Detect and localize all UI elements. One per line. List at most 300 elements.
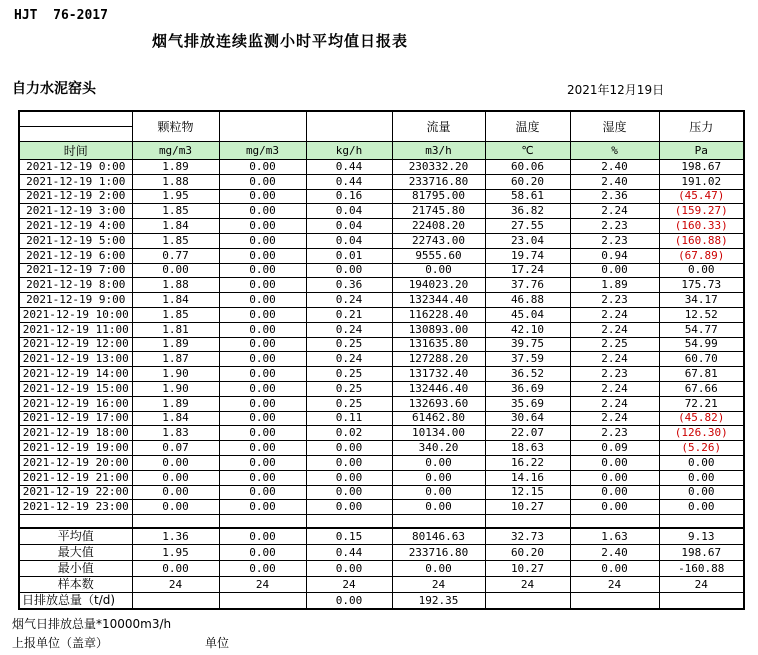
- data-row: [19, 278, 744, 293]
- summary-value-cell: 0.00: [132, 561, 219, 577]
- data-row: [19, 441, 744, 456]
- group-header-row: [19, 111, 744, 142]
- value-cell: (45.82): [659, 411, 744, 426]
- data-row: [19, 293, 744, 308]
- unit-label: 单位: [205, 636, 230, 650]
- value-cell: 2.24: [570, 381, 659, 396]
- spacer-row: [19, 515, 744, 529]
- split-top-cell: [20, 112, 132, 127]
- value-cell: 30.64: [485, 411, 570, 426]
- data-row: [19, 367, 744, 382]
- summary-value-cell: 1.95: [132, 545, 219, 561]
- time-cell: 2021-12-19 2:00: [19, 189, 132, 204]
- value-cell: 230332.20: [392, 160, 485, 175]
- value-cell: (45.47): [659, 189, 744, 204]
- time-header: 时间: [19, 142, 132, 160]
- summary-label: 最大值: [19, 545, 132, 561]
- report-table: [18, 110, 745, 610]
- value-cell: 27.55: [485, 219, 570, 234]
- data-row: [19, 174, 744, 189]
- footer-line: [12, 634, 712, 651]
- time-cell: 2021-12-19 4:00: [19, 219, 132, 234]
- data-row: [19, 485, 744, 500]
- value-cell: 0.00: [570, 470, 659, 485]
- value-cell: 0.00: [219, 263, 306, 278]
- value-cell: 54.77: [659, 322, 744, 337]
- summary-row: [19, 545, 744, 561]
- summary-value-cell: 24: [659, 577, 744, 593]
- unit-cell-mg: mg/m3: [219, 142, 306, 160]
- value-cell: 18.63: [485, 441, 570, 456]
- total-value-cell: [659, 593, 744, 610]
- value-cell: 0.00: [392, 455, 485, 470]
- value-cell: 22408.20: [392, 219, 485, 234]
- report-unit-label: 上报单位（盖章）: [12, 636, 109, 650]
- value-cell: 175.73: [659, 278, 744, 293]
- value-cell: (159.27): [659, 204, 744, 219]
- value-cell: 72.21: [659, 396, 744, 411]
- value-cell: 0.00: [219, 352, 306, 367]
- value-cell: 1.95: [132, 189, 219, 204]
- value-cell: 2.23: [570, 233, 659, 248]
- summary-value-cell: 24: [132, 577, 219, 593]
- value-cell: 0.44: [306, 160, 392, 175]
- data-row: [19, 189, 744, 204]
- split-bottom-cell: [20, 127, 132, 141]
- value-cell: 0.00: [219, 500, 306, 515]
- time-cell: 2021-12-19 15:00: [19, 381, 132, 396]
- value-cell: 39.75: [485, 337, 570, 352]
- time-cell: 2021-12-19 5:00: [19, 233, 132, 248]
- col-header-pressure: 压力: [659, 111, 744, 142]
- time-cell: 2021-12-19 18:00: [19, 426, 132, 441]
- value-cell: 2.24: [570, 396, 659, 411]
- value-cell: 2.40: [570, 174, 659, 189]
- summary-value-cell: 24: [392, 577, 485, 593]
- spacer-cell: [219, 515, 306, 529]
- summary-value-cell: 1.63: [570, 528, 659, 545]
- value-cell: 0.00: [219, 411, 306, 426]
- data-row: [19, 396, 744, 411]
- value-cell: 0.00: [219, 381, 306, 396]
- value-cell: 2.23: [570, 367, 659, 382]
- value-cell: 1.81: [132, 322, 219, 337]
- time-cell: 2021-12-19 10:00: [19, 307, 132, 322]
- value-cell: 0.00: [219, 293, 306, 308]
- data-row: [19, 248, 744, 263]
- value-cell: 21745.80: [392, 204, 485, 219]
- time-cell: 2021-12-19 0:00: [19, 160, 132, 175]
- unit-cell-m3h: m3/h: [392, 142, 485, 160]
- value-cell: 0.00: [219, 485, 306, 500]
- value-cell: 34.17: [659, 293, 744, 308]
- summary-value-cell: 0.00: [219, 561, 306, 577]
- value-cell: 0.16: [306, 189, 392, 204]
- units-row: [19, 142, 744, 160]
- value-cell: 0.00: [132, 485, 219, 500]
- col-header-temperature: 温度: [485, 111, 570, 142]
- unit-cell-kgh: kg/h: [306, 142, 392, 160]
- value-cell: 1.89: [132, 337, 219, 352]
- value-cell: 0.00: [219, 248, 306, 263]
- time-cell: 2021-12-19 9:00: [19, 293, 132, 308]
- summary-value-cell: 0.44: [306, 545, 392, 561]
- total-value-cell: 192.35: [392, 593, 485, 610]
- value-cell: 0.00: [219, 233, 306, 248]
- total-value-cell: [485, 593, 570, 610]
- summary-value-cell: 0.00: [306, 561, 392, 577]
- value-cell: 35.69: [485, 396, 570, 411]
- value-cell: 42.10: [485, 322, 570, 337]
- value-cell: 0.00: [219, 307, 306, 322]
- spacer-cell: [132, 515, 219, 529]
- summary-value-cell: 0.15: [306, 528, 392, 545]
- value-cell: 0.00: [219, 189, 306, 204]
- data-row: [19, 219, 744, 234]
- value-cell: 0.24: [306, 293, 392, 308]
- time-header-split-cell: [19, 111, 132, 142]
- time-cell: 2021-12-19 8:00: [19, 278, 132, 293]
- time-cell: 2021-12-19 1:00: [19, 174, 132, 189]
- value-cell: 0.24: [306, 322, 392, 337]
- value-cell: 37.76: [485, 278, 570, 293]
- value-cell: 132693.60: [392, 396, 485, 411]
- time-cell: 2021-12-19 6:00: [19, 248, 132, 263]
- value-cell: 36.82: [485, 204, 570, 219]
- value-cell: 132446.40: [392, 381, 485, 396]
- value-cell: 0.00: [659, 485, 744, 500]
- value-cell: 9555.60: [392, 248, 485, 263]
- summary-value-cell: 198.67: [659, 545, 744, 561]
- report-date: 2021年12月19日: [567, 83, 665, 97]
- site-name: 自力水泥窑头: [12, 81, 96, 97]
- value-cell: 45.04: [485, 307, 570, 322]
- summary-value-cell: 233716.80: [392, 545, 485, 561]
- summary-value-cell: 10.27: [485, 561, 570, 577]
- value-cell: 22.07: [485, 426, 570, 441]
- value-cell: 2.40: [570, 160, 659, 175]
- data-row: [19, 204, 744, 219]
- value-cell: 12.15: [485, 485, 570, 500]
- page-title: 烟气排放连续监测小时平均值日报表: [152, 32, 409, 50]
- unit-cell-percent: %: [570, 142, 659, 160]
- value-cell: 0.04: [306, 204, 392, 219]
- value-cell: 0.00: [306, 441, 392, 456]
- value-cell: 0.00: [219, 322, 306, 337]
- total-label: 日排放总量（t/d): [19, 593, 132, 610]
- value-cell: 22743.00: [392, 233, 485, 248]
- value-cell: 10.27: [485, 500, 570, 515]
- value-cell: 1.84: [132, 293, 219, 308]
- value-cell: 0.36: [306, 278, 392, 293]
- value-cell: 61462.80: [392, 411, 485, 426]
- value-cell: 0.25: [306, 396, 392, 411]
- value-cell: 1.87: [132, 352, 219, 367]
- value-cell: 0.00: [306, 485, 392, 500]
- value-cell: 1.88: [132, 278, 219, 293]
- value-cell: 2.36: [570, 189, 659, 204]
- value-cell: 0.09: [570, 441, 659, 456]
- value-cell: 2.25: [570, 337, 659, 352]
- value-cell: 0.00: [392, 470, 485, 485]
- total-value-cell: [132, 593, 219, 610]
- value-cell: 1.89: [132, 396, 219, 411]
- total-value-cell: 0.00: [306, 593, 392, 610]
- spacer-cell: [306, 515, 392, 529]
- value-cell: 1.89: [570, 278, 659, 293]
- time-cell: 2021-12-19 17:00: [19, 411, 132, 426]
- value-cell: 0.00: [132, 500, 219, 515]
- value-cell: 0.00: [132, 263, 219, 278]
- value-cell: 81795.00: [392, 189, 485, 204]
- time-cell: 2021-12-19 19:00: [19, 441, 132, 456]
- value-cell: 0.07: [132, 441, 219, 456]
- value-cell: (5.26): [659, 441, 744, 456]
- col-header-blank-2: [306, 111, 392, 142]
- data-row: [19, 263, 744, 278]
- value-cell: 58.61: [485, 189, 570, 204]
- value-cell: 2.24: [570, 411, 659, 426]
- data-row: [19, 455, 744, 470]
- value-cell: 67.81: [659, 367, 744, 382]
- value-cell: 0.00: [219, 441, 306, 456]
- value-cell: 1.89: [132, 160, 219, 175]
- col-header-particulate: 颗粒物: [132, 111, 219, 142]
- value-cell: 0.44: [306, 174, 392, 189]
- value-cell: 2.24: [570, 322, 659, 337]
- data-row: [19, 381, 744, 396]
- summary-row: [19, 528, 744, 545]
- value-cell: 0.00: [659, 455, 744, 470]
- value-cell: 36.52: [485, 367, 570, 382]
- value-cell: 2.23: [570, 293, 659, 308]
- summary-label: 最小值: [19, 561, 132, 577]
- value-cell: 2.23: [570, 219, 659, 234]
- value-cell: 191.02: [659, 174, 744, 189]
- value-cell: 2.23: [570, 426, 659, 441]
- value-cell: 0.00: [392, 485, 485, 500]
- value-cell: 0.25: [306, 367, 392, 382]
- value-cell: 0.00: [659, 263, 744, 278]
- value-cell: 131635.80: [392, 337, 485, 352]
- value-cell: 1.85: [132, 233, 219, 248]
- total-row: [19, 593, 744, 610]
- value-cell: 131732.40: [392, 367, 485, 382]
- value-cell: 116228.40: [392, 307, 485, 322]
- value-cell: 37.59: [485, 352, 570, 367]
- value-cell: 0.00: [392, 500, 485, 515]
- value-cell: 198.67: [659, 160, 744, 175]
- value-cell: 17.24: [485, 263, 570, 278]
- col-header-flow: 流量: [392, 111, 485, 142]
- value-cell: 0.00: [219, 426, 306, 441]
- value-cell: 14.16: [485, 470, 570, 485]
- data-row: [19, 352, 744, 367]
- summary-value-cell: -160.88: [659, 561, 744, 577]
- summary-value-cell: 80146.63: [392, 528, 485, 545]
- col-header-blank-1: [219, 111, 306, 142]
- value-cell: 2.24: [570, 307, 659, 322]
- data-row: [19, 500, 744, 515]
- value-cell: 67.66: [659, 381, 744, 396]
- value-cell: 340.20: [392, 441, 485, 456]
- value-cell: 0.00: [570, 455, 659, 470]
- value-cell: 1.90: [132, 381, 219, 396]
- summary-value-cell: 24: [570, 577, 659, 593]
- value-cell: 0.00: [219, 160, 306, 175]
- value-cell: 0.00: [219, 455, 306, 470]
- value-cell: 0.00: [219, 337, 306, 352]
- value-cell: 0.00: [306, 263, 392, 278]
- summary-value-cell: 32.73: [485, 528, 570, 545]
- time-cell: 2021-12-19 20:00: [19, 455, 132, 470]
- summary-value-cell: 60.20: [485, 545, 570, 561]
- value-cell: 0.00: [132, 455, 219, 470]
- value-cell: 0.04: [306, 233, 392, 248]
- value-cell: 1.88: [132, 174, 219, 189]
- value-cell: 0.00: [570, 500, 659, 515]
- value-cell: (160.33): [659, 219, 744, 234]
- value-cell: 23.04: [485, 233, 570, 248]
- value-cell: 0.24: [306, 352, 392, 367]
- summary-value-cell: 24: [485, 577, 570, 593]
- data-row: [19, 307, 744, 322]
- time-cell: 2021-12-19 7:00: [19, 263, 132, 278]
- value-cell: 132344.40: [392, 293, 485, 308]
- value-cell: 1.83: [132, 426, 219, 441]
- spacer-cell: [485, 515, 570, 529]
- value-cell: 60.06: [485, 160, 570, 175]
- time-cell: 2021-12-19 3:00: [19, 204, 132, 219]
- data-row: [19, 411, 744, 426]
- summary-value-cell: 9.13: [659, 528, 744, 545]
- table-body: [19, 160, 744, 610]
- value-cell: 233716.80: [392, 174, 485, 189]
- total-value-cell: [570, 593, 659, 610]
- value-cell: 2.24: [570, 204, 659, 219]
- value-cell: 60.70: [659, 352, 744, 367]
- value-cell: 0.00: [219, 278, 306, 293]
- spacer-cell: [19, 515, 132, 529]
- summary-value-cell: 2.40: [570, 545, 659, 561]
- value-cell: 0.00: [570, 485, 659, 500]
- value-cell: 1.84: [132, 411, 219, 426]
- summary-value-cell: 0.00: [219, 545, 306, 561]
- value-cell: 0.25: [306, 337, 392, 352]
- value-cell: 0.00: [659, 470, 744, 485]
- value-cell: 0.00: [306, 455, 392, 470]
- time-cell: 2021-12-19 21:00: [19, 470, 132, 485]
- value-cell: 0.01: [306, 248, 392, 263]
- value-cell: 0.94: [570, 248, 659, 263]
- unit-cell-pa: Pa: [659, 142, 744, 160]
- summary-value-cell: 24: [306, 577, 392, 593]
- spacer-cell: [659, 515, 744, 529]
- data-row: [19, 426, 744, 441]
- value-cell: 0.77: [132, 248, 219, 263]
- data-row: [19, 470, 744, 485]
- summary-label: 平均值: [19, 528, 132, 545]
- summary-row: [19, 561, 744, 577]
- spacer-cell: [392, 515, 485, 529]
- value-cell: 0.00: [219, 204, 306, 219]
- value-cell: 0.11: [306, 411, 392, 426]
- spacer-cell: [570, 515, 659, 529]
- time-cell: 2021-12-19 16:00: [19, 396, 132, 411]
- data-row: [19, 337, 744, 352]
- summary-row: [19, 577, 744, 593]
- value-cell: 1.90: [132, 367, 219, 382]
- value-cell: 10134.00: [392, 426, 485, 441]
- value-cell: 1.84: [132, 219, 219, 234]
- value-cell: (160.88): [659, 233, 744, 248]
- value-cell: 0.00: [219, 396, 306, 411]
- data-row: [19, 233, 744, 248]
- value-cell: 0.00: [132, 470, 219, 485]
- value-cell: 46.88: [485, 293, 570, 308]
- data-row: [19, 322, 744, 337]
- time-cell: 2021-12-19 12:00: [19, 337, 132, 352]
- value-cell: 0.00: [306, 470, 392, 485]
- value-cell: 130893.00: [392, 322, 485, 337]
- time-cell: 2021-12-19 13:00: [19, 352, 132, 367]
- value-cell: 0.00: [219, 174, 306, 189]
- value-cell: 1.85: [132, 204, 219, 219]
- value-cell: 0.00: [219, 367, 306, 382]
- value-cell: 54.99: [659, 337, 744, 352]
- value-cell: 127288.20: [392, 352, 485, 367]
- value-cell: 1.85: [132, 307, 219, 322]
- time-cell: 2021-12-19 22:00: [19, 485, 132, 500]
- value-cell: 0.21: [306, 307, 392, 322]
- value-cell: 0.00: [659, 500, 744, 515]
- value-cell: 0.00: [306, 500, 392, 515]
- summary-value-cell: 1.36: [132, 528, 219, 545]
- unit-cell-celsius: ℃: [485, 142, 570, 160]
- value-cell: (126.30): [659, 426, 744, 441]
- summary-value-cell: 24: [219, 577, 306, 593]
- value-cell: 60.20: [485, 174, 570, 189]
- data-row: [19, 160, 744, 175]
- value-cell: 12.52: [659, 307, 744, 322]
- value-cell: 2.24: [570, 352, 659, 367]
- value-cell: 16.22: [485, 455, 570, 470]
- value-cell: 0.02: [306, 426, 392, 441]
- value-cell: 0.00: [219, 470, 306, 485]
- value-cell: 0.04: [306, 219, 392, 234]
- value-cell: 0.25: [306, 381, 392, 396]
- summary-value-cell: 0.00: [219, 528, 306, 545]
- time-cell: 2021-12-19 14:00: [19, 367, 132, 382]
- time-cell: 2021-12-19 11:00: [19, 322, 132, 337]
- value-cell: 194023.20: [392, 278, 485, 293]
- value-cell: 0.00: [392, 263, 485, 278]
- col-header-humidity: 湿度: [570, 111, 659, 142]
- value-cell: (67.89): [659, 248, 744, 263]
- summary-value-cell: 0.00: [570, 561, 659, 577]
- value-cell: 36.69: [485, 381, 570, 396]
- summary-value-cell: 0.00: [392, 561, 485, 577]
- standard-code: HJT 76-2017: [14, 8, 108, 23]
- value-cell: 19.74: [485, 248, 570, 263]
- flue-gas-total-note: 烟气日排放总量*10000m3/h: [12, 617, 172, 631]
- summary-label: 样本数: [19, 577, 132, 593]
- total-value-cell: [219, 593, 306, 610]
- time-cell: 2021-12-19 23:00: [19, 500, 132, 515]
- unit-cell-particulate-mg: mg/m3: [132, 142, 219, 160]
- value-cell: 0.00: [570, 263, 659, 278]
- value-cell: 0.00: [219, 219, 306, 234]
